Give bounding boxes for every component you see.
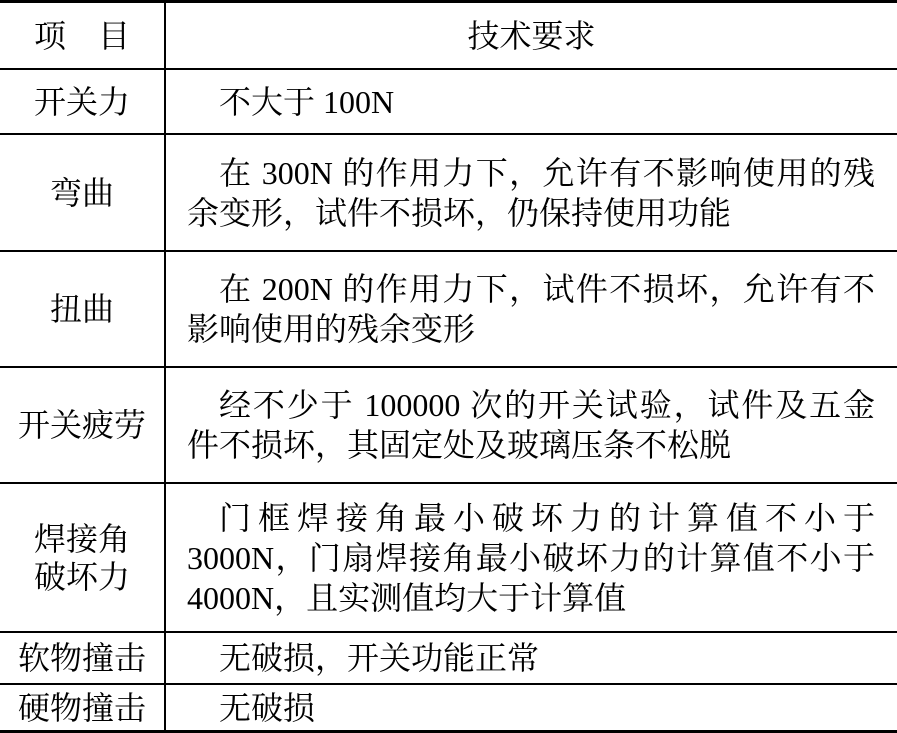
header-requirement-cell (166, 3, 897, 68)
row-requirement-cell (166, 252, 897, 366)
row-item-cell (0, 368, 166, 482)
row-requirement-cell (166, 685, 897, 730)
row-item-cell (0, 484, 166, 631)
requirement-line: 经不少于 100000 次的开关试验，试件及五金 (219, 387, 875, 423)
row-requirement-cell (166, 633, 897, 683)
row-item-cell (0, 252, 166, 366)
header-item-label: 项 目 (33, 17, 130, 54)
row-item-cell (0, 685, 166, 730)
header-item-cell (0, 3, 166, 68)
row-item-cell (0, 633, 166, 683)
requirement-line: 4000N，且实测值均大于计算值 (187, 579, 627, 616)
table-row (0, 250, 897, 366)
row-item-label-line: 破坏力 (33, 558, 130, 595)
row-item-cell (0, 70, 166, 133)
table-row (0, 366, 897, 482)
table-header-row (0, 3, 897, 68)
requirement-line: 无破损 (219, 689, 316, 726)
row-item-cell (0, 135, 166, 250)
row-requirement-cell (166, 484, 897, 631)
requirement-line: 件不损坏，其固定处及玻璃压条不松脱 (187, 427, 732, 463)
row-requirement-cell (166, 368, 897, 482)
row-item-label: 弯曲 (49, 174, 114, 211)
table-row (0, 68, 897, 133)
row-item-label: 软物撞击 (17, 640, 146, 676)
header-requirement-label: 技术要求 (467, 17, 596, 54)
table-row (0, 683, 897, 730)
requirement-line: 在 300N 的作用力下，允许有不影响使用的残 (219, 154, 875, 191)
row-item-label-line: 焊接角 (33, 520, 130, 557)
table-row (0, 482, 897, 631)
requirement-line: 在 200N 的作用力下，试件不损坏，允许有不 (219, 271, 875, 307)
row-item-label: 扭曲 (49, 291, 114, 327)
requirement-line: 门框焊接角最小破坏力的计算值不小于 (219, 499, 875, 536)
row-requirement-cell (166, 70, 897, 133)
requirement-line: 不大于 100N (219, 83, 395, 120)
requirement-line: 影响使用的残余变形 (187, 311, 476, 347)
table-row (0, 631, 897, 683)
row-requirement-cell (166, 135, 897, 250)
requirement-line: 余变形，试件不损坏，仍保持使用功能 (187, 194, 732, 231)
requirement-line: 3000N，门扇焊接角最小破坏力的计算值不小于 (187, 539, 875, 576)
row-item-label: 硬物撞击 (17, 689, 146, 726)
table-row (0, 133, 897, 250)
row-item-label: 开关力 (33, 83, 130, 120)
requirement-line: 无破损，开关功能正常 (219, 640, 540, 676)
row-item-label: 开关疲劳 (17, 407, 146, 443)
